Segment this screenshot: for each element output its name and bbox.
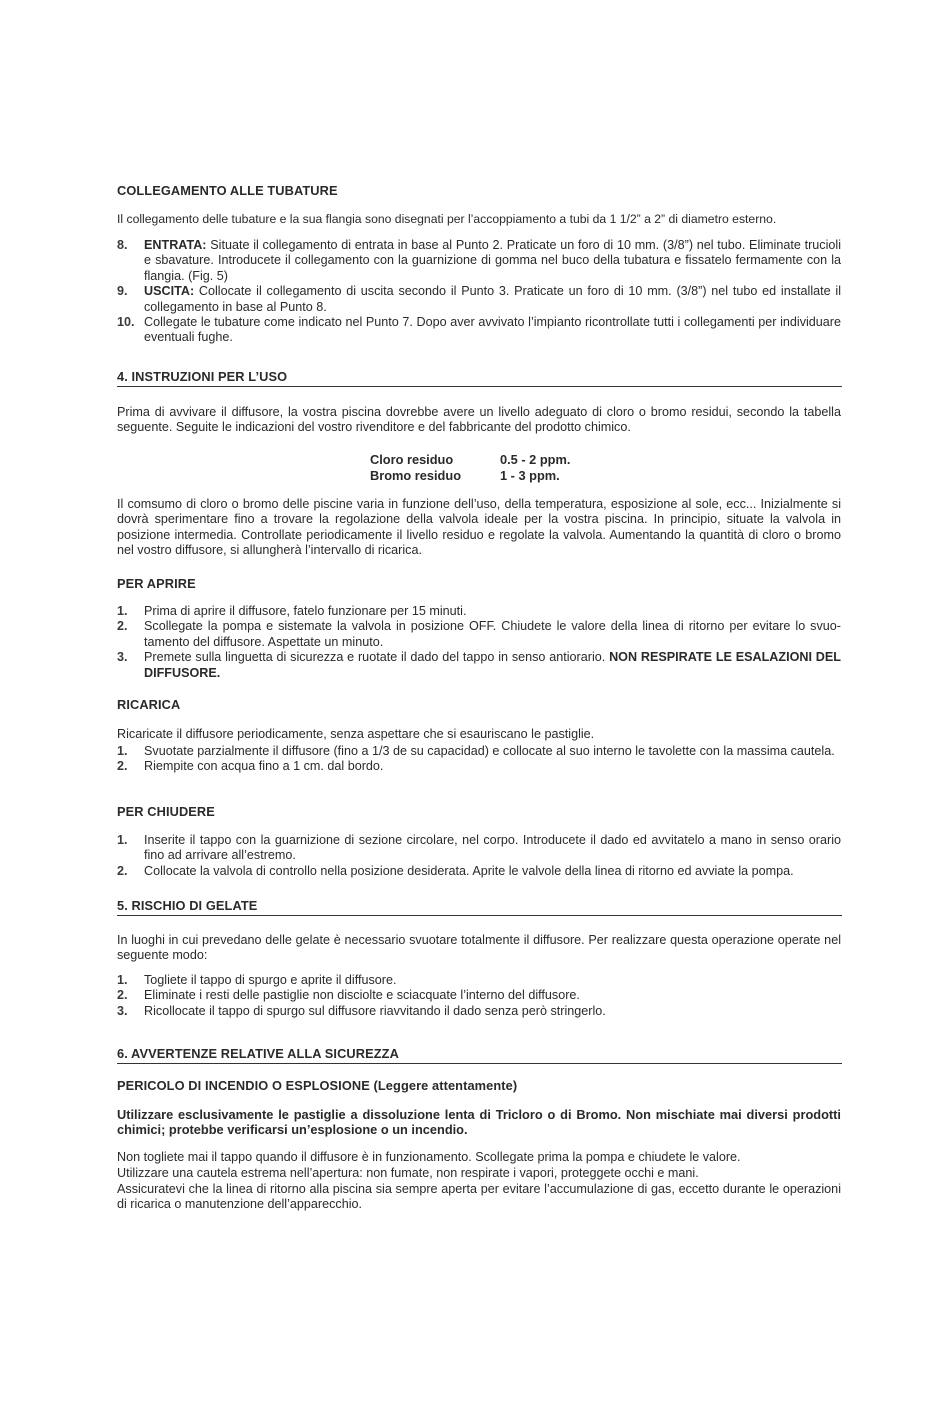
list-item <box>117 833 841 864</box>
item-text: Collocate il collegamento di uscita secondo il Punto 3. Praticate un foro di 10 mm. (3/8”) nel tubo ed installate il collegamento in base al Punto 8. <box>144 284 841 314</box>
residual-levels-table <box>370 452 620 483</box>
item-number: 1. <box>117 744 128 758</box>
section-divider <box>117 386 842 387</box>
collegamento-list <box>117 238 841 346</box>
table-label: Bromo residuo <box>370 467 462 483</box>
list-item <box>117 315 841 346</box>
danger-subheading <box>117 1078 841 1094</box>
safety-line: Non togliete mai il tappo quando il diffusore è in funzionamento. Scollegate prima la pompa e chiudete le valore. <box>117 1150 741 1164</box>
list-item <box>117 744 841 759</box>
item-text: Riempite con acqua fino a 1 cm. dal bordo. <box>144 759 384 774</box>
list-item <box>117 238 841 284</box>
item-number: 2. <box>117 759 128 774</box>
item-number: 8. <box>117 238 128 252</box>
item-text: Situate il collegamento di entrata in base al Punto 2. Praticate un foro di 10 mm. (3/8”) nel tubo. Eliminate trucioli e sbavature. Introducete il collegamento con la guarnizione di gomma nel buco della tubatura e fissatelo fermamente con la flangia. (Fig. 5) <box>144 238 841 283</box>
item-text: Collegate le tubature come indicato nel Punto 7. Dopo aver avvivato l’impianto ricontrollate tutti i collegamenti per individuare eventuali fughe. <box>144 315 841 345</box>
danger-title: PERICOLO DI INCENDIO O ESPLOSIONE <box>117 1078 370 1093</box>
item-text: Scollegate la pompa e sistemate la valvola in posizione OFF. Chiudete le valore della linea di ritorno per evitare lo svuotamento del diffusore. Aspettate un minuto. <box>144 619 841 649</box>
item-label: ENTRATA: <box>144 238 207 252</box>
item-text: Premete sulla linguetta di sicurezza e ruotate il dado del tappo in senso antiorario. <box>144 650 610 665</box>
item-number: 2. <box>117 988 128 1003</box>
section-heading-collegamento: COLLEGAMENTO ALLE TUBATURE <box>117 183 338 198</box>
gelate-list <box>117 973 841 1019</box>
list-item <box>117 284 841 315</box>
list-item <box>117 604 841 619</box>
safety-line: Utilizzare una cautela estrema nell’apertura: non fumate, non respirate i vapori, proteggete occhi e mani. <box>117 1166 699 1180</box>
item-number: 3. <box>117 650 128 665</box>
item-number: 10. <box>117 315 135 330</box>
istruzioni-intro: Prima di avvivare il diffusore, la vostra piscina dovrebbe avere un livello adeguato di cloro o bromo residui, secondo la tabella seguente. Seguite le indicazioni del vostro rivenditore e del fabbricante del prodotto chimico. <box>117 405 841 435</box>
item-label: USCITA: <box>144 284 195 299</box>
chiudere-list <box>117 833 841 879</box>
item-number: 1. <box>117 833 128 847</box>
item-text: Eliminate i resti delle pastiglie non disciolte e sciacquate l’interno del diffusore. <box>144 988 580 1003</box>
section-heading-aprire: PER APRIRE <box>117 576 196 591</box>
list-item <box>117 973 841 988</box>
consumo-paragraph: Il comsumo di cloro o bromo delle piscine varia in funzione dell’uso, della temperatura, esposizione al sole, ecc... Inizialmente si dovrà sperimentare fino a trovare la regolazione della valvola ideale per la vostra piscina. In principio, situate la valvola in posizione intermedia. Controllate periodicamente il livello residuo e regolate la valvola. Aumentando la quantità di cloro o bromo nel vostro diffusore, si allungherà l’intervallo di ricarica. <box>117 497 841 558</box>
item-number: 1. <box>117 973 128 987</box>
table-value: 0.5 - 2 ppm. <box>500 452 571 467</box>
danger-note: (Leggere attentamente) <box>369 1078 518 1093</box>
section-divider <box>117 1063 842 1064</box>
item-text: Svuotate parzialmente il diffusore (fino a 1/3 de su capacidad) e collocate al suo interno le tavolette con la massima cautela. <box>144 744 835 758</box>
aprire-list <box>117 604 841 681</box>
warning-text: NON RESPIRATE LE ESALAZIONI DEL DIFFUSORE. <box>144 650 841 680</box>
list-item <box>117 864 841 879</box>
list-item <box>117 988 841 1003</box>
list-item <box>117 650 841 681</box>
item-text: Ricollocate il tappo di spurgo sul diffusore riavvitando il dado senza però stringerlo. <box>144 1003 606 1018</box>
item-number: 2. <box>117 863 128 878</box>
list-item <box>117 759 841 774</box>
item-text: Togliete il tappo di spurgo e aprite il diffusore. <box>144 973 397 987</box>
section-heading-gelate: 5. RISCHIO DI GELATE <box>117 898 258 913</box>
item-text: Collocate la valvola di controllo nella posizione desiderata. Aprite le valvole della linea di ritorno ed avviate la pompa. <box>144 863 794 878</box>
table-label: Cloro residuo <box>370 452 454 467</box>
ricarica-intro: Ricaricate il diffusore periodicamente, senza aspettare che si esauriscano le pastiglie. <box>117 727 595 741</box>
item-number: 9. <box>117 284 128 299</box>
section-heading-chiudere: PER CHIUDERE <box>117 804 215 819</box>
section-heading-sicurezza: 6. AVVERTENZE RELATIVE ALLA SICUREZZA <box>117 1046 399 1061</box>
item-number: 1. <box>117 604 128 618</box>
section-heading-istruzioni: 4. INSTRUZIONI PER L’USO <box>117 369 288 384</box>
item-text: Inserite il tappo con la guarnizione di sezione circolare, nel corpo. Introducete il dado ed avvitatelo a mano in senso orario fino ad arrivare all’estremo. <box>144 833 841 863</box>
section-heading-ricarica: RICARICA <box>117 697 181 712</box>
item-number: 2. <box>117 619 128 634</box>
table-row <box>370 468 620 484</box>
list-item <box>117 1004 841 1019</box>
ricarica-list <box>117 744 841 775</box>
gelate-intro: In luoghi in cui prevedano delle gelate è necessario svuotare totalmente il diffusore. Per realizzare questa operazione operate nel seguente modo: <box>117 933 841 963</box>
item-text: Prima di aprire il diffusore, fatelo funzionare per 15 minuti. <box>144 604 467 618</box>
collegamento-intro: Il collegamento delle tubature e la sua flangia sono disegnati per l’accoppiamento a tubi da 1 1/2” a 2” di diametro esterno. <box>117 212 777 226</box>
table-row <box>370 452 620 468</box>
safety-warning: Utilizzare esclusivamente le pastiglie a dissoluzione lenta di Tricloro o di Bromo. Non mischiate mai diversi prodotti chimici; protebbe verificarsi un’esplosione o un incendio. <box>117 1107 841 1138</box>
section-divider <box>117 915 842 916</box>
item-number: 3. <box>117 1003 128 1018</box>
safety-line: Assicuratevi che la linea di ritorno alla piscina sia sempre aperta per evitare l’accumulazione di gas, eccetto durante le operazioni di ricarica o manutenzione dell’apparecchio. <box>117 1182 841 1212</box>
table-value: 1 - 3 ppm. <box>500 467 560 483</box>
list-item <box>117 619 841 650</box>
